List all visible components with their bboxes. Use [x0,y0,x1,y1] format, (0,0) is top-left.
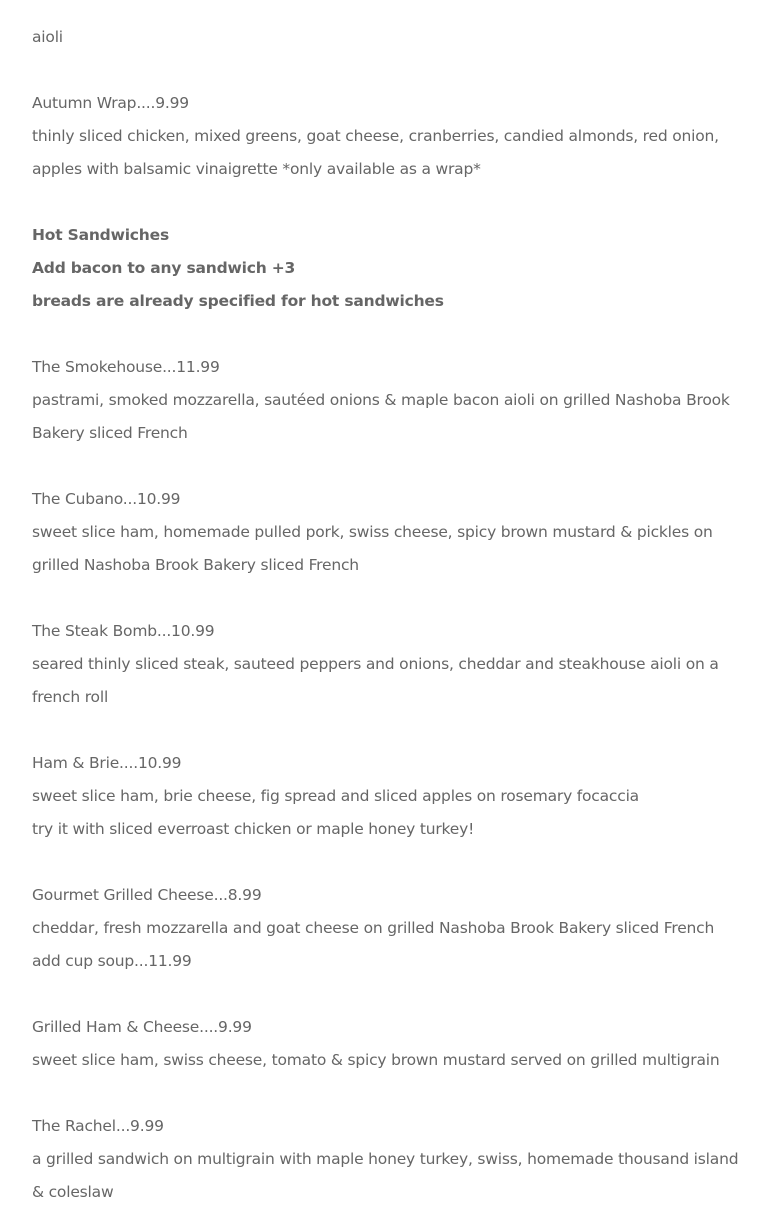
section-heading: Hot Sandwiches [32,226,169,244]
spacer [32,1077,747,1110]
menu-item-title: Gourmet Grilled Cheese...8.99 [32,886,262,904]
menu-item-description: sweet slice ham, brie cheese, fig spread and sliced apples on rosemary focaccia [32,787,639,805]
menu-item-description: add cup soup...11.99 [32,952,192,970]
spacer [32,582,747,615]
menu-item-title: Ham & Brie....10.99 [32,754,182,772]
menu-content [32,0,747,1209]
menu-item-description: pastrami, smoked mozzarella, sautéed onions & maple bacon aioli on grilled Nashoba Brook [32,391,730,409]
menu-text-line [32,0,747,21]
menu-text-line: aioli [32,28,63,46]
spacer [32,714,747,747]
menu-item-description: seared thinly sliced steak, sauteed peppers and onions, cheddar and steakhouse aioli on a [32,655,719,673]
spacer [32,186,747,219]
menu-item-description: cheddar, fresh mozzarella and goat cheese on grilled Nashoba Brook Bakery sliced French [32,919,715,937]
menu-item-title: The Cubano...10.99 [32,490,181,508]
menu-item-description: french roll [32,688,109,706]
spacer [32,846,747,879]
menu-item-title: Grilled Ham & Cheese....9.99 [32,1018,252,1036]
menu-item-title: The Smokehouse...11.99 [32,358,220,376]
spacer [32,978,747,1011]
spacer [32,318,747,351]
menu-item-description: grilled Nashoba Brook Bakery sliced French [32,556,359,574]
menu-item-title: The Steak Bomb...10.99 [32,622,215,640]
spacer [32,54,747,87]
menu-item-description: sweet slice ham, swiss cheese, tomato & spicy brown mustard served on grilled multigrain [32,1051,720,1069]
spacer [32,450,747,483]
menu-item-title: The Rachel...9.99 [32,1117,164,1135]
menu-item-title: Autumn Wrap....9.99 [32,94,189,112]
section-note: Add bacon to any sandwich +3 [32,259,296,277]
menu-item-description: & coleslaw [32,1183,114,1201]
menu-item-description: try it with sliced everroast chicken or maple honey turkey! [32,820,475,838]
menu-item-description: thinly sliced chicken, mixed greens, goat cheese, cranberries, candied almonds, red onion, [32,127,719,145]
menu-item-description: apples with balsamic vinaigrette *only available as a wrap* [32,160,481,178]
menu-item-description: a grilled sandwich on multigrain with maple honey turkey, swiss, homemade thousand island [32,1150,739,1168]
menu-item-description: Bakery sliced French [32,424,188,442]
section-note: breads are already specified for hot sandwiches [32,292,444,310]
menu-item-description: sweet slice ham, homemade pulled pork, swiss cheese, spicy brown mustard & pickles on [32,523,713,541]
